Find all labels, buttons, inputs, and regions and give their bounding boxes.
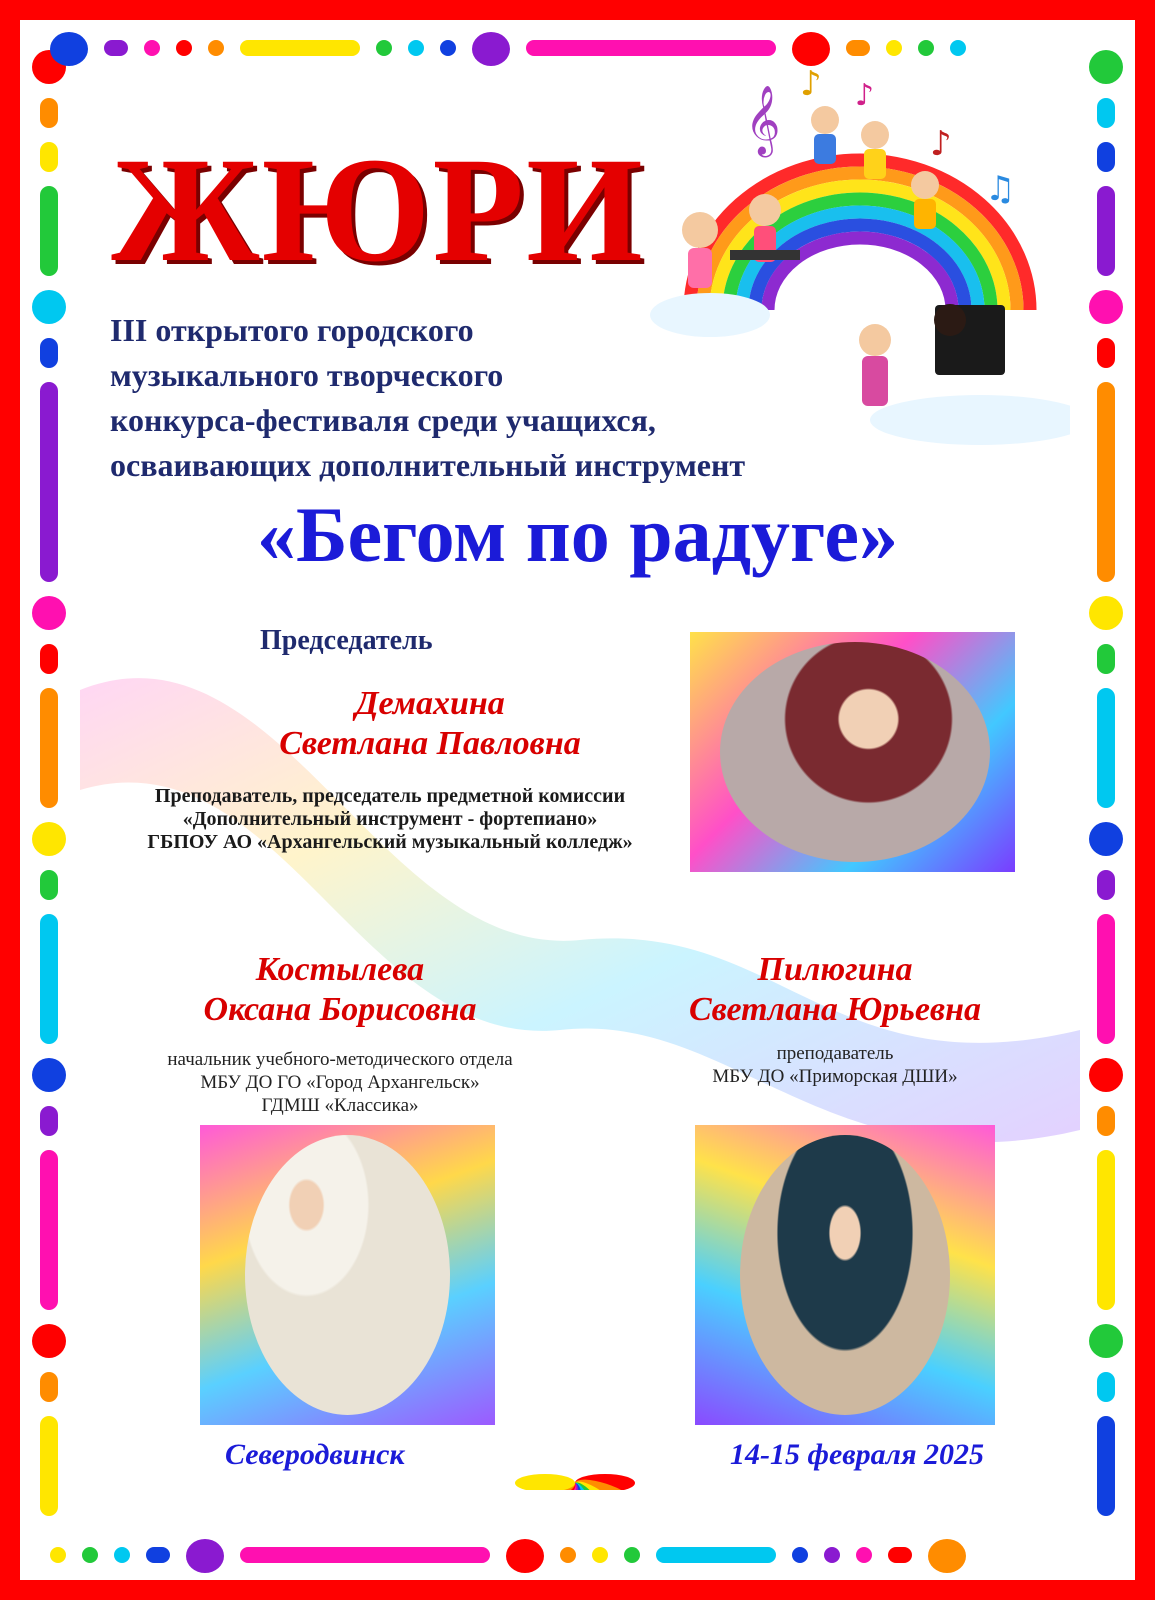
dates-label: 14-15 февраля 2025 (730, 1438, 985, 1471)
border-dot (32, 822, 66, 856)
chairman-role: Председатель (260, 625, 433, 656)
border-dot (32, 596, 66, 630)
fan-petal (515, 1474, 575, 1490)
border-dot (1089, 1324, 1123, 1358)
border-pill (376, 40, 392, 56)
border-pill (526, 40, 776, 56)
music-note-icon: ♫ (985, 169, 1016, 209)
border-pill (886, 40, 902, 56)
subtitle-line: музыкального творческого (110, 357, 504, 393)
member1-description (110, 1048, 570, 1117)
border-pill (240, 40, 360, 56)
rainbow-fan-icon (505, 1395, 645, 1490)
chairman-photo (690, 632, 1015, 872)
member2-photo (695, 1125, 995, 1425)
border-pill (40, 98, 58, 128)
chairman-surname: Демахина (355, 685, 505, 722)
border-dot (1089, 596, 1123, 630)
member2-name (620, 950, 1050, 1030)
border-pill (1097, 186, 1115, 276)
border-pill (40, 914, 58, 1044)
border-dot (32, 1058, 66, 1092)
treble-clef-icon: 𝄞 (745, 85, 781, 155)
member1-name (80, 950, 600, 1030)
member1-desc-line: МБУ ДО ГО «Город Архангельск» (200, 1072, 480, 1093)
music-note-icon: ♪ (800, 64, 822, 104)
border-pill (846, 40, 870, 56)
member1-desc-line: начальник учебного-методического отдела (167, 1049, 513, 1070)
subtitle-line: осваивающих дополнительный инструмент (110, 447, 746, 483)
border-pill (40, 688, 58, 808)
border-pill (1097, 98, 1115, 128)
festival-name: «Бегом по радуге» (256, 491, 899, 578)
chairman-description (90, 785, 690, 854)
member1-surname: Костылева (255, 951, 425, 988)
border-pill (40, 338, 58, 368)
border-pill (40, 644, 58, 674)
member2-desc-line: МБУ ДО «Приморская ДШИ» (712, 1066, 958, 1087)
page-title: ЖЮРИ (111, 127, 645, 293)
border-dot (1089, 1058, 1123, 1092)
member1-photo (200, 1125, 495, 1425)
border-dot (928, 1539, 966, 1573)
chairman-name (180, 684, 680, 764)
border-dot (472, 32, 510, 66)
border-dot (506, 1539, 544, 1573)
member2-description (640, 1042, 1030, 1088)
member1-given-name: Оксана Борисовна (203, 991, 477, 1028)
border-pill (1097, 644, 1115, 674)
subtitle-line: конкурса-фестиваля среди учащихся, (110, 402, 656, 438)
border-pill (1097, 338, 1115, 368)
border-pill (1097, 1150, 1115, 1310)
music-note-icon: ♪ (930, 124, 952, 164)
border-pill (40, 186, 58, 276)
border-pill (824, 1547, 840, 1563)
border-pill (1097, 142, 1115, 172)
border-dot (1089, 50, 1123, 84)
chairman-desc-line: Преподаватель, председатель предметной комиссии (154, 785, 626, 807)
border-pill (240, 1547, 490, 1563)
city-label: Северодвинск (225, 1438, 405, 1471)
border-dot (1089, 290, 1123, 324)
border-pill (856, 1547, 872, 1563)
border-pill (40, 1416, 58, 1516)
border-pill (1097, 870, 1115, 900)
border-pill (144, 40, 160, 56)
border-dot (32, 1324, 66, 1358)
border-pill (440, 40, 456, 56)
border-pill (1097, 1372, 1115, 1402)
border-pill (888, 1547, 912, 1563)
subtitle-line: III открытого городского (110, 312, 474, 348)
border-pill (1097, 914, 1115, 1044)
border-pill (176, 40, 192, 56)
chairman-given-name: Светлана Павловна (279, 725, 581, 762)
border-pill (592, 1547, 608, 1563)
border-pill (918, 40, 934, 56)
border-pill (82, 1547, 98, 1563)
border-pill (40, 142, 58, 172)
border-pill (1097, 1106, 1115, 1136)
border-pill (624, 1547, 640, 1563)
border-pill (208, 40, 224, 56)
border-pill (560, 1547, 576, 1563)
border-pill (656, 1547, 776, 1563)
border-dot (1089, 822, 1123, 856)
border-dot (50, 32, 88, 66)
chairman-desc-line: ГБПОУ АО «Архангельский музыкальный колледж» (147, 831, 633, 853)
border-pill (40, 1372, 58, 1402)
border-pill (1097, 688, 1115, 808)
border-pill (104, 40, 128, 56)
border-pill (146, 1547, 170, 1563)
border-pill (792, 1547, 808, 1563)
member1-desc-line: ГДМШ «Классика» (261, 1095, 419, 1116)
border-pill (950, 40, 966, 56)
music-note-icon: ♪ (855, 78, 875, 113)
member2-surname: Пилюгина (757, 951, 913, 988)
border-pill (1097, 1416, 1115, 1516)
competition-description (110, 308, 890, 488)
border-pill (50, 1547, 66, 1563)
border-pill (114, 1547, 130, 1563)
border-dot (32, 290, 66, 324)
border-pill (40, 870, 58, 900)
border-pill (40, 1106, 58, 1136)
border-dot (186, 1539, 224, 1573)
member2-given-name: Светлана Юрьевна (689, 991, 981, 1028)
border-pill (40, 1150, 58, 1310)
border-pill (408, 40, 424, 56)
member2-desc-line: преподаватель (776, 1043, 894, 1064)
chairman-desc-line: «Дополнительный инструмент - фортепиано» (182, 808, 598, 830)
